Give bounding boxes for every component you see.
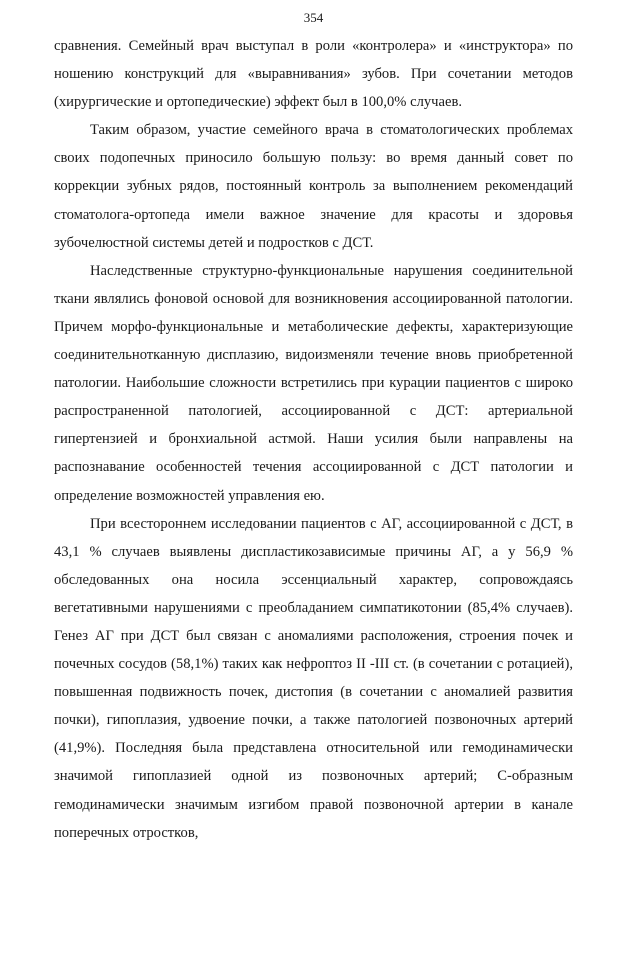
paragraph-continuation: сравнения. Семейный врач выступал в роли «контролера» и «инструктора» по ношению конструкций для «выравнивания» зубов. При сочетании методов (хирургические и ортопедические) эффект был в 100,0% случаев. (54, 38, 573, 111)
page-body (54, 32, 573, 847)
page-number: 354 (303, 10, 324, 25)
paragraph-hereditary-disorders: Наследственные структурно-функциональные нарушения соединительной ткани являлись фоновой основой для возникновения ассоциированной патологии. Причем морфо-функциональные и метаболические дефекты, характеризующие соединительнотканную дисплазию, видоизменяли течение вновь приобретенной патологии. Наибольшие сложности встретились при курации пациентов с широко распространенной патологией, ассоциированной с ДСТ: артериальной гипертензией и бронхиальной астмой. Наши усилия были направлены на распознавание особенностей течения ассоциированной с ДСТ патологии и определение возможностей управления ею. (54, 262, 573, 504)
paragraph-family-doctor-role: Таким образом, участие семейного врача в стоматологических проблемах своих подопечных приносило большую пользу: во время данный совет по коррекции зубных рядов, постоянный контроль за выполнением рекомендаций стоматолога-ортопеда имели важное значение для красоты и здоровья зубочелюстной системы детей и подростков с ДСТ. (54, 122, 573, 251)
paragraph-hypertension-study: При всестороннем исследовании пациентов с АГ, ассоциированной с ДСТ, в 43,1 % случаев выявлены диспластикозависимые причины АГ, а у 56,9 % обследованных она носила эссенциальный характер, сопровождаясь вегетативными нарушениями с преобладанием симпатикотонии (85,4% случаев). Генез АГ при ДСТ был связан с аномалиями расположения, строения почек и почечных сосудов (58,1%) таких как нефроптоз II -III ст. (в сочетании с ротацией), повышенная подвижность почек, дистопия (в сочетании с аномалией развития почки), гипоплазия, удвоение почки, а также патологией позвоночных артерий (41,9%). Последняя была представлена относительной или гемодинамически значимой гипоплазией одной из позвоночных артерий; С-образным гемодинамически значимым изгибом правой позвоночной артерии в канале поперечных отростков, (54, 515, 573, 841)
